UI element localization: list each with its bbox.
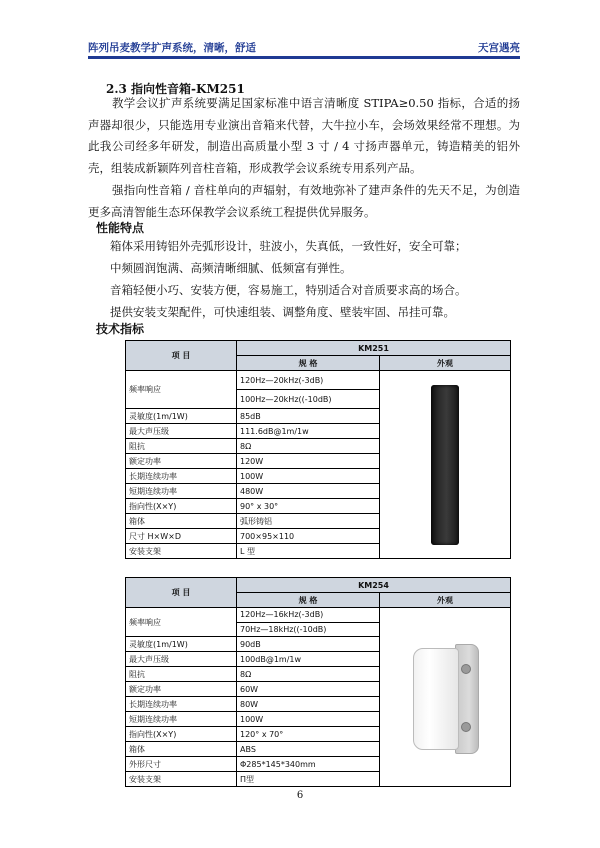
row-label: 箱体 (126, 742, 237, 757)
freq-value: 70Hz—18kHz((-10dB) (237, 622, 380, 637)
spec-table-km254 (125, 577, 511, 787)
row-label: 安装支架 (126, 544, 237, 559)
row-value: 8Ω (237, 667, 380, 682)
row-label: 指向性(X×Y) (126, 499, 237, 514)
model-header: KM251 (237, 341, 511, 356)
spec-header: 规 格 (237, 356, 380, 371)
freq-label: 频率响应 (126, 608, 237, 637)
header-title: 阵列吊麦教学扩声系统，清晰，舒适 (88, 42, 256, 54)
row-label: 阻抗 (126, 667, 237, 682)
spec-table-km251 (125, 340, 511, 559)
item-header: 项 目 (126, 578, 237, 608)
row-label: 短期连续功率 (126, 484, 237, 499)
tech-heading: 技术指标 (96, 322, 145, 336)
row-label: 尺寸 H×W×D (126, 529, 237, 544)
row-value: 111.6dB@1m/1w (237, 424, 380, 439)
freq-value: 120Hz—20kHz(-3dB) (237, 371, 380, 390)
page-number: 6 (296, 790, 304, 801)
row-value: L 型 (237, 544, 380, 559)
item-header: 项 目 (126, 341, 237, 371)
row-value: 120W (237, 454, 380, 469)
row-label: 额定功率 (126, 682, 237, 697)
feature-item: 箱体采用铸铝外壳弧形设计，驻波小，失真低，一致性好，安全可靠； (110, 239, 467, 253)
features-list (110, 235, 520, 323)
look-header: 外观 (380, 593, 511, 608)
row-label: 箱体 (126, 514, 237, 529)
row-label: 长期连续功率 (126, 469, 237, 484)
row-value: Φ285*145*340mm (237, 757, 380, 772)
feature-item: 中频圆润饱满、高频清晰细腻、低频富有弹性。 (110, 261, 352, 275)
wall-speaker-icon (413, 644, 477, 750)
row-value: 60W (237, 682, 380, 697)
directivity-paragraph: 强指向性音箱 / 音柱单向的声辐射，有效地弥补了建声条件的先天不足，为创造更多高清智能生态环保教学会议系统工程提供优异服务。 (88, 183, 520, 219)
feature-item: 音箱轻便小巧、安装方便，容易施工，特别适合对音质要求高的场合。 (110, 283, 467, 297)
row-label: 外形尺寸 (126, 757, 237, 772)
row-value: 8Ω (237, 439, 380, 454)
features-heading: 性能特点 (96, 221, 145, 235)
row-value: 100W (237, 712, 380, 727)
row-value: ABS (237, 742, 380, 757)
row-value: 弧形铸铝 (237, 514, 380, 529)
header-company: 天宫遇亮 (478, 42, 520, 54)
freq-value: 100Hz—20kHz((-10dB) (237, 390, 380, 409)
column-speaker-icon (431, 385, 459, 545)
row-value: 700×95×110 (237, 529, 380, 544)
row-label: 额定功率 (126, 454, 237, 469)
page-header (88, 40, 520, 54)
row-value: 480W (237, 484, 380, 499)
product-image-cell (380, 608, 511, 787)
section-title: 2.3 指向性音箱-KM251 (106, 82, 245, 96)
row-label: 安装支架 (126, 772, 237, 787)
header-divider (88, 56, 520, 59)
row-value: 120° x 70° (237, 727, 380, 742)
intro-paragraph: 教学会议扩声系统要满足国家标准中语言清晰度 STIPA≥0.50 指标，合适的扬声器却很少，只能选用专业演出音箱来代替，大牛拉小车，会场效果经常不理想。为此我公司经多年研发，制造出高质量小型 3 寸 / 4 寸扬声器单元，铸造精美的铝外壳，组装成新颖阵列音柱音箱，形成教学会议系统专用系列产品。 (88, 96, 520, 175)
spec-header: 规 格 (237, 593, 380, 608)
row-label: 灵敏度(1m/1W) (126, 409, 237, 424)
row-value: 100W (237, 469, 380, 484)
row-value: 85dB (237, 409, 380, 424)
feature-item: 提供安装支架配件，可快速组装、调整角度、壁装牢固、吊挂可靠。 (110, 305, 455, 319)
row-label: 灵敏度(1m/1W) (126, 637, 237, 652)
row-label: 最大声压级 (126, 652, 237, 667)
row-value: Π型 (237, 772, 380, 787)
row-label: 长期连续功率 (126, 697, 237, 712)
row-label: 指向性(X×Y) (126, 727, 237, 742)
model-header: KM254 (237, 578, 511, 593)
row-label: 最大声压级 (126, 424, 237, 439)
row-value: 90° x 30° (237, 499, 380, 514)
product-image-cell (380, 371, 511, 559)
row-value: 90dB (237, 637, 380, 652)
row-value: 80W (237, 697, 380, 712)
freq-label: 频率响应 (126, 371, 237, 409)
row-value: 100dB@1m/1w (237, 652, 380, 667)
look-header: 外观 (380, 356, 511, 371)
row-label: 短期连续功率 (126, 712, 237, 727)
row-label: 阻抗 (126, 439, 237, 454)
freq-value: 120Hz—16kHz(-3dB) (237, 608, 380, 623)
